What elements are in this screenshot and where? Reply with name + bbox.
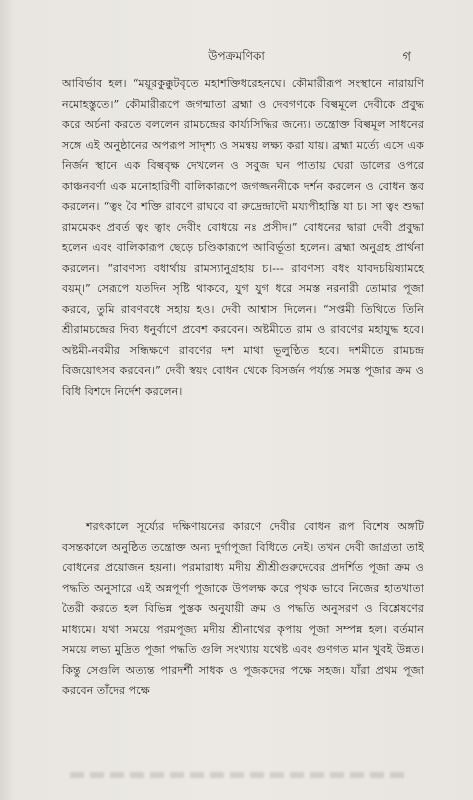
page-number: গ <box>402 50 411 65</box>
page-header <box>0 48 473 68</box>
running-title: উপক্রমণিকা <box>208 49 265 63</box>
body-paragraph-1: আবির্ভাব হল। “ময়ূরকুক্কুটবৃতে মহাশক্তিধরেহনঘে। কৌমারীরূপ সংস্থানে নারায়ণি নমোহস্তুতে।” কৌমারীরূপে জগন্মাতা ব্রহ্মা ও দেবগণকে বিল্বমূলে দেবীকে প্রবুদ্ধ করে অর্চনা করতে বললেন রামচন্দ্রের কার্য্যসিদ্ধির জন্যে। তন্ত্রোক্ত বিল্বমূল সাধনের সঙ্গে এই অনুষ্ঠানের অপরূপ সাদৃশ্য ও সমন্বয় লক্ষ্য করা যায়। ব্রহ্মা মর্ত্যে এসে এক নির্জন স্থানে এক বিল্ববৃক্ষ দেখলেন ও সবুজ ঘন পাতায় ঘেরা ডালের ওপরে কাঞ্চনবর্ণা এক মনোহারিণী বালিকারূপে জগজ্জননীকে দর্শন করলেন ও বোধন স্তব করলেন। “ত্বং বৈ শক্তি রাবণে রাঘবে বা রুদ্রেন্দ্রাদৌ ময্যপীহাস্তি যা চ। সা ত্বং শুদ্ধা রামমেকং প্রবর্ত ত্বং ত্বাং দেবীং বোধয়ে নঃ প্রসীদ।” বোধনের দ্বারা দেবী প্রবুদ্ধা হলেন এবং বালিকারূপ ছেড়ে চণ্ডিকারূপে আবির্ভূতা হলেন। ব্রহ্মা অনুগ্রহ প্রার্থনা করলেন। “রাবণস্য বধার্থায় রামস্যানুগ্রহায় চ।--- রাবণস্য বধং যাবদচয়িষ্যামহে বয়ম্।” সেরূপে যতদিন সৃষ্টি থাকবে, যুগ যুগ ধরে সমস্ত নরনারী তোমার পূজা করবে, তুমি রাবণবধে সহায় হও। দেবী আশ্বাস দিলেন। “সপ্তমী তিথিতে তিনি শ্রীরামচন্দ্রের দিব্য ধনুর্বাণে প্রবেশ করবেন। অষ্টমীতে রাম ও রাবণের মহাযুদ্ধ হবে। অষ্টমী-নবমীর সন্ধিক্ষণে রাবণের দশ মাথা ভূলুণ্ঠিত হবে। দশমীতে রামচন্দ্র বিজয়োৎসব করবেন।” দেবী স্বয়ং বোধন থেকে বিসর্জন পর্য্যন্ত সমস্ত পূজার ক্রম ও বিধি বিশদে নির্দেশ করলেন। <box>62 77 424 398</box>
body-paragraph-2: শরৎকালে সূর্য্যের দক্ষিণায়নের কারণে দেবীর বোধন রূপ বিশেষ অঙ্গটি বসন্তকালে অনুষ্ঠিত তন্ত্রোক্ত অন্য দুর্গাপূজা বিধিতে নেই। তখন দেবী জাগ্রতা তাই বোধনের প্রয়োজন হয়না। পরমারাধ্য মদীয় শ্রীশ্রীগুরুদেবের প্রদর্শিত পূজা ক্রম ও পদ্ধতি অনুসারে এই অন্নপূর্ণা পূজাকে উপলক্ষ করে পৃথক ভাবে নিজের হাতখাতা তৈরী করতে হল বিভিন্ন পুস্তক অনুযায়ী ক্রম ও পদ্ধতি অনুসরণ ও বিশ্লেষণের মাধ্যমে। যথা সময়ে পরমপূজ্য মদীয় শ্রীনাথের কৃপায় পূজা সম্পন্ন হল। বর্তমান সময়ে লভ্য মুদ্রিত পূজা পদ্ধতি গুলি সংখ্যায় যথেষ্ট এবং গুণগত মান খুবই উন্নত। কিন্তু সেগুলি অত্যন্ত পারদর্শী সাধক ও পূজকদের পক্ষে সহজ। যাঁরা প্রথম পূজা করবেন তাঁদের পক্ষে <box>62 520 424 697</box>
show-through-text <box>70 772 410 778</box>
